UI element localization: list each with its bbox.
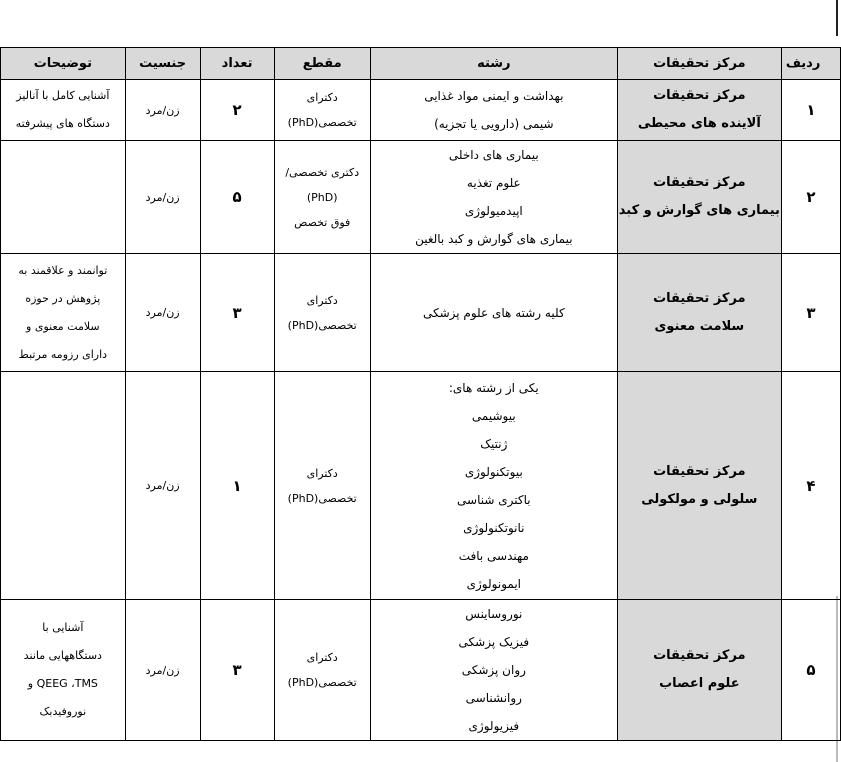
- field-cell-line: بیماری های داخلی: [448, 148, 539, 162]
- degree-cell-line: تخصصی(PhD): [287, 676, 357, 689]
- degree-cell: [274, 372, 370, 600]
- field-cell: [370, 80, 617, 141]
- research-positions-table: [0, 47, 841, 741]
- center-cell-line: آلاینده های محیطی: [637, 116, 761, 131]
- field-cell-line: نانوتکنولوژی: [463, 520, 525, 535]
- notes-cell: [1, 80, 126, 141]
- field-cell-line: کلیه رشته های علوم پزشکی: [422, 305, 565, 320]
- gender-cell: زن/مرد: [125, 80, 200, 141]
- count-cell: ۱: [200, 372, 274, 600]
- field-cell-line: فیزیک پزشکی: [458, 635, 530, 649]
- center-cell-line: بیماری های گوارش و کبد: [618, 203, 780, 218]
- degree-cell-line: دکترای: [306, 651, 338, 664]
- table-row: [1, 141, 841, 254]
- field-cell-line: ژنتیک: [480, 436, 508, 451]
- field-cell-line: اپیدمیولوژی: [464, 204, 523, 218]
- field-cell-line: بیماری های گوارش و کبد بالغین: [415, 232, 573, 246]
- center-cell-line: سلامت معنوی: [654, 318, 745, 334]
- notes-cell: [1, 141, 126, 254]
- center-cell: [617, 372, 781, 600]
- notes-cell-line: QEEG ،TMS و: [27, 677, 98, 690]
- table-row: [1, 600, 841, 741]
- table-row: [1, 254, 841, 372]
- center-cell-line: مرکز تحقیقات: [653, 463, 746, 479]
- field-cell-line: روانشناسی: [465, 691, 522, 705]
- field-cell-line: فیزیولوژی: [468, 719, 520, 733]
- field-cell-line: یکی از رشته های:: [448, 380, 539, 395]
- center-cell-line: مرکز تحقیقات: [653, 290, 746, 306]
- degree-cell-line: دکترای: [306, 293, 338, 307]
- header-row-number: ردیف: [781, 48, 840, 80]
- degree-cell-line: دکترای: [306, 466, 338, 480]
- field-cell: [370, 372, 617, 600]
- gender-cell: زن/مرد: [125, 141, 200, 254]
- header-row: [1, 48, 841, 80]
- degree-cell-line: فوق تخصص: [294, 215, 351, 229]
- notes-cell-line: آشنایی کامل با آنالیز: [16, 89, 110, 102]
- field-cell-line: باکتری شناسی: [457, 492, 531, 507]
- page-edge-rule: [836, 0, 838, 36]
- row-number-cell: ۳: [781, 254, 840, 372]
- center-cell-line: مرکز تحقیقات: [653, 175, 746, 190]
- degree-cell-line: دکترای: [306, 91, 338, 104]
- count-cell: ۲: [200, 80, 274, 141]
- header-field: رشته: [370, 48, 617, 80]
- header-count: تعداد: [200, 48, 274, 80]
- degree-cell-line: تخصصی(PhD): [287, 491, 357, 505]
- field-cell-line: علوم تغذیه: [466, 176, 521, 190]
- field-cell-line: ایمونولوژی: [466, 576, 522, 591]
- degree-cell-line: دکتری تخصصی/: [285, 165, 360, 179]
- header-degree: مقطع: [274, 48, 370, 80]
- notes-cell-line: دستگاه های پیشرفته: [15, 117, 110, 130]
- header-center: مرکز تحقیقات: [617, 48, 781, 80]
- count-cell: ۳: [200, 600, 274, 741]
- row-number-cell: ۲: [781, 141, 840, 254]
- degree-cell-line: تخصصی(PhD): [287, 318, 357, 332]
- table-row: [1, 372, 841, 600]
- degree-cell-line: (PhD): [306, 190, 338, 204]
- notes-cell-line: نوروفیدبک: [39, 705, 87, 718]
- row-number-cell: ۱: [781, 80, 840, 141]
- field-cell-line: نوروساینس: [465, 607, 523, 621]
- center-cell-line: مرکز تحقیقات: [653, 648, 746, 663]
- table-row: [1, 80, 841, 141]
- count-cell: ۳: [200, 254, 274, 372]
- field-cell-line: بهداشت و ایمنی مواد غذایی: [424, 89, 564, 103]
- field-cell: [370, 141, 617, 254]
- field-cell-line: بیوشیمی: [471, 408, 516, 423]
- center-cell-line: مرکز تحقیقات: [653, 88, 746, 103]
- gender-cell: زن/مرد: [125, 254, 200, 372]
- field-cell-line: مهندسی بافت: [458, 548, 529, 563]
- notes-cell-line: سلامت معنوی و: [26, 319, 100, 333]
- field-cell-line: روان پزشکی: [461, 663, 526, 677]
- notes-cell-line: توانمند و علاقمند به: [18, 263, 108, 277]
- notes-cell: [1, 372, 126, 600]
- degree-cell: [274, 80, 370, 141]
- count-cell: ۵: [200, 141, 274, 254]
- degree-cell: [274, 254, 370, 372]
- row-number-cell: ۵: [781, 600, 840, 741]
- field-cell-line: بیوتکنولوژی: [464, 464, 523, 479]
- notes-cell-line: دستگاههایی مانند: [23, 649, 102, 662]
- center-cell: [617, 254, 781, 372]
- field-cell-line: شیمی (دارویی یا تجزیه): [434, 117, 554, 131]
- center-cell: [617, 80, 781, 141]
- degree-cell: [274, 600, 370, 741]
- row-number-cell: ۴: [781, 372, 840, 600]
- center-cell-line: علوم اعصاب: [659, 676, 740, 691]
- notes-cell: [1, 254, 126, 372]
- header-notes: توضیحات: [1, 48, 126, 80]
- notes-cell-line: دارای رزومه مرتبط: [18, 347, 108, 361]
- center-cell: [617, 600, 781, 741]
- gender-cell: زن/مرد: [125, 372, 200, 600]
- notes-cell-line: پژوهش در حوزه: [25, 291, 101, 305]
- field-cell: [370, 600, 617, 741]
- gender-cell: زن/مرد: [125, 600, 200, 741]
- notes-cell: [1, 600, 126, 741]
- degree-cell: [274, 141, 370, 254]
- notes-cell-line: آشنایی با: [42, 621, 84, 634]
- center-cell-line: سلولی و مولکولی: [641, 491, 758, 507]
- header-gender: جنسیت: [125, 48, 200, 80]
- center-cell: [617, 141, 781, 254]
- degree-cell-line: تخصصی(PhD): [287, 116, 357, 129]
- field-cell: [370, 254, 617, 372]
